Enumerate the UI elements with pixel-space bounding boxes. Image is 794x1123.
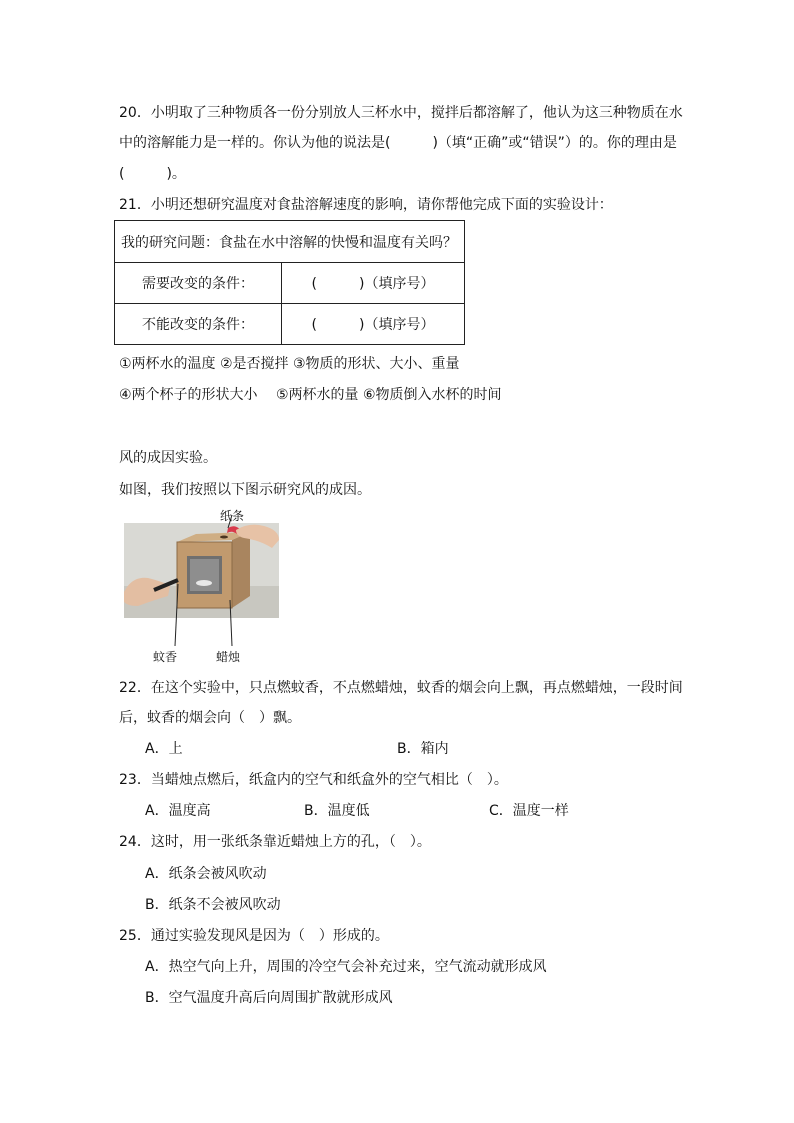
- wind-experiment-figure: [124, 506, 284, 666]
- q25-option-b[interactable]: B．空气温度升高后向周围扩散就形成风: [145, 990, 393, 1006]
- q22-line-1: 22．在这个实验中，只点燃蚊香，不点燃蜡烛，蚊香的烟会向上飘，再点燃蜡烛，一段时间: [119, 680, 683, 696]
- q24-stem: 24．这时，用一张纸条靠近蜡烛上方的孔，（ ）。: [119, 834, 431, 850]
- q20-line-3: ( )。: [119, 166, 186, 182]
- mosquito-coil-label: 蚊香: [153, 650, 178, 664]
- q21-stem: 21．小明还想研究温度对食盐溶解速度的影响，请你帮他完成下面的实验设计：: [119, 197, 613, 213]
- q25-option-a[interactable]: A．热空气向上升，周围的冷空气会补充过来，空气流动就形成风: [145, 959, 547, 975]
- table-row: [115, 263, 465, 304]
- q24-option-a[interactable]: A．纸条会被风吹动: [145, 866, 267, 882]
- table-row: [115, 304, 465, 345]
- q20-line-2: 中的溶解能力是一样的。你认为他的说法是( )（填“正确”或“错误”）的。你的理由是: [119, 135, 677, 151]
- q23-option-b[interactable]: B．温度低: [304, 803, 370, 819]
- candle-label: 蜡烛: [216, 650, 241, 664]
- q21-table-header: 我的研究问题：食盐在水中溶解的快慢和温度有关吗？: [115, 221, 465, 263]
- q23-option-a[interactable]: A．温度高: [145, 803, 211, 819]
- q23-stem: 23．当蜡烛点燃后，纸盒内的空气和纸盒外的空气相比（ ）。: [119, 772, 508, 788]
- q21-change-label: 需要改变的条件：: [115, 263, 282, 304]
- q21-options-line-1: ①两杯水的温度 ②是否搅拌 ③物质的形状、大小、重量: [119, 356, 460, 372]
- paper-strip-label: 纸条: [220, 509, 245, 523]
- q24-option-b[interactable]: B．纸条不会被风吹动: [145, 897, 281, 913]
- q21-change-answer[interactable]: ( )（填序号）: [282, 263, 465, 304]
- q21-options-line-2: ④两个杯子的形状大小 ⑤两杯水的量 ⑥物质倒入水杯的时间: [119, 387, 502, 403]
- q21-keep-answer[interactable]: ( )（填序号）: [282, 304, 465, 345]
- q21-keep-label: 不能改变的条件：: [115, 304, 282, 345]
- section-description: 如图，我们按照以下图示研究风的成因。: [119, 482, 371, 498]
- wind-box-illustration: [124, 506, 284, 666]
- q22-line-2: 后，蚊香的烟会向（ ）飘。: [119, 710, 301, 726]
- q25-stem: 25．通过实验发现风是因为（ ）形成的。: [119, 928, 389, 944]
- q23-option-c[interactable]: C．温度一样: [489, 803, 569, 819]
- q22-option-b[interactable]: B．箱内: [397, 741, 449, 757]
- q20-line-1: 20．小明取了三种物质各一份分别放人三杯水中，搅拌后都溶解了，他认为这三种物质在水: [119, 105, 683, 121]
- section-title: 风的成因实验。: [119, 450, 217, 466]
- q21-experiment-table: [114, 220, 465, 345]
- q22-option-a[interactable]: A．上: [145, 741, 183, 757]
